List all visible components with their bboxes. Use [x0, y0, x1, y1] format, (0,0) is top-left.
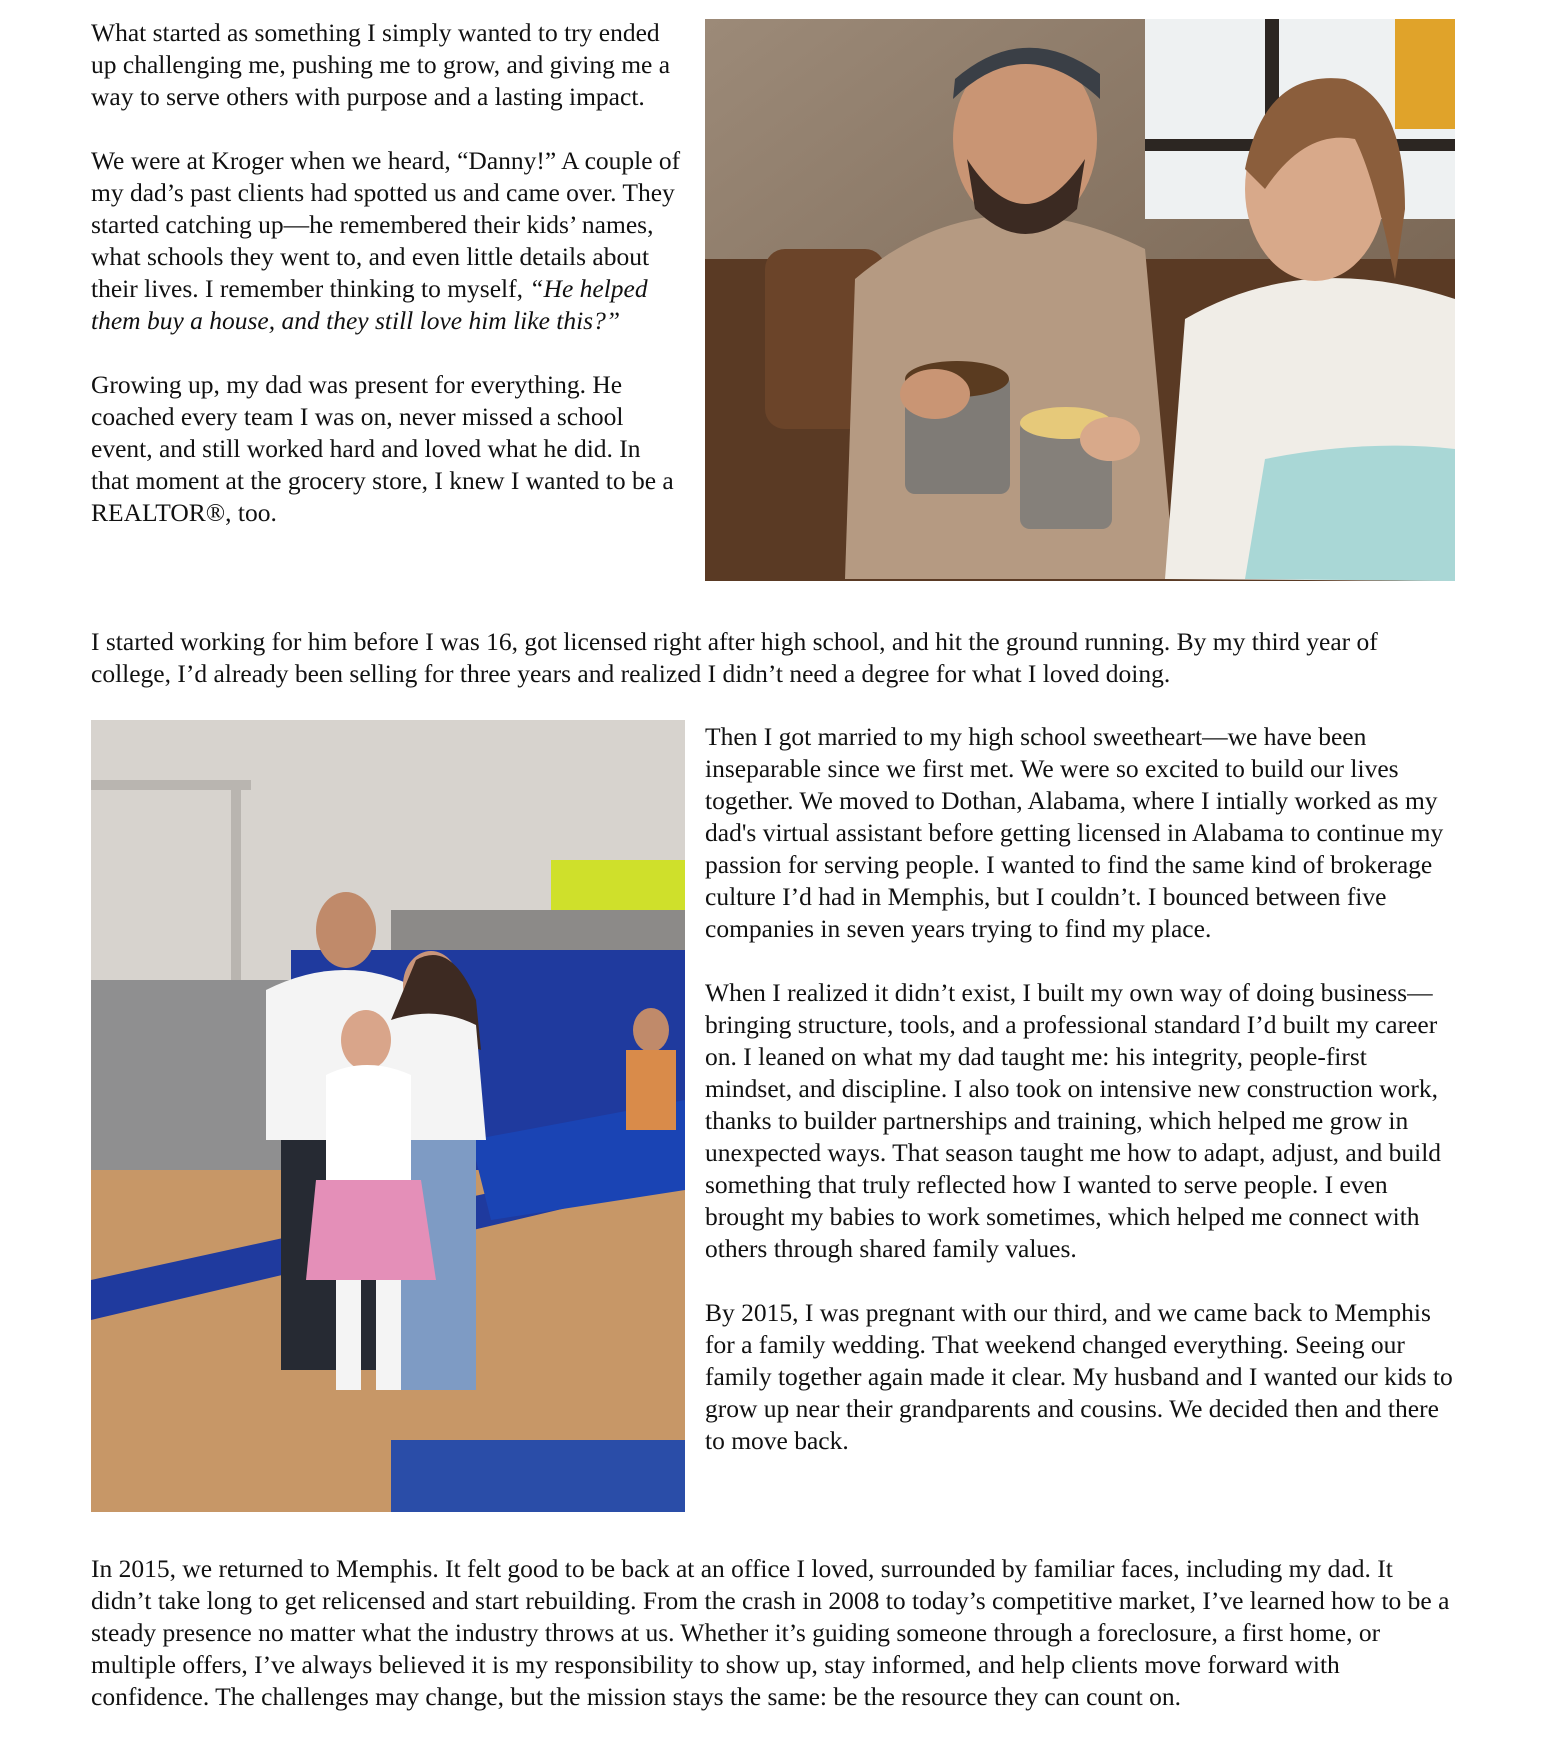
family-gym-photo	[91, 720, 685, 1512]
kroger-text: We were at Kroger when we heard, “Danny!” A couple of my dad’s past clients had spotted us and came over. They started catching up—he remembered their kids’ names, what schools they went to, and even little details about their lives. I remember thinking to myself,	[91, 146, 681, 303]
married-paragraph: Then I got married to my high school sweetheart—we have been inseparable since we first met. We were so excited to build our lives together. We moved to Dothan, Alabama, where I intially worked as my dad's virtual assistant before getting licensed in Alabama to continue my passion for serving people. I wanted to find the same kind of brokerage culture I’d had in Memphis, but I couldn’t. I bounced between five companies in seven years trying to find my place.	[705, 722, 1444, 943]
intro-column	[91, 17, 683, 529]
intro-paragraph: What started as something I simply wanted to try ended up challenging me, pushing me to grow, and giving me a way to serve others with purpose and a lasting impact.	[91, 18, 671, 111]
kroger-paragraph	[91, 145, 683, 337]
memphis-paragraph: In 2015, we returned to Memphis. It felt good to be back at an office I loved, surrounded by familiar faces, including my dad. It didn’t take long to get relicensed and start rebuilding. From the crash in 2008 to today’s competitive market, I’ve learned how to be a steady presence no matter what the industry throws at us. Whether it’s guiding someone through a foreclosure, a first home, or multiple offers, I’ve always believed it is my responsibility to show up, stay informed, and help clients move forward with confidence. The challenges may change, but the mission stays the same: be the resource they can count on.	[91, 1554, 1450, 1711]
kroger-quote: “He helped them buy a house, and they still love him like this?”	[91, 274, 648, 335]
growing-up-paragraph: Growing up, my dad was present for everything. He coached every team I was on, never missed a school event, and still worked hard and loved what he did. In that moment at the grocery store, I knew I wanted to be a REALTOR®, too.	[91, 370, 674, 527]
return-decision-paragraph: By 2015, I was pregnant with our third, and we came back to Memphis for a family wedding. That weekend changed everything. Seeing our family together again made it clear. My husband and I wanted our kids to grow up near their grandparents and cousins. We decided then and there to move back.	[705, 1298, 1453, 1455]
memphis-column	[91, 1553, 1456, 1713]
couple-coffee-photo	[705, 19, 1455, 581]
licensed-column	[91, 626, 1456, 690]
dothan-column	[705, 721, 1457, 1457]
licensed-paragraph: I started working for him before I was 16, got licensed right after high school, and hit the ground running. By my third year of college, I’d already been selling for three years and realized I didn’t need a degree for what I loved doing.	[91, 627, 1378, 688]
own-way-paragraph: When I realized it didn’t exist, I built my own way of doing business—bringing structure, tools, and a professional standard I’d built my career on. I leaned on what my dad taught me: his integrity, people-first mindset, and discipline. I also took on intensive new construction work, thanks to builder partnerships and training, which helped me grow in unexpected ways. That season taught me how to adapt, adjust, and build something that truly reflected how I wanted to serve people. I even brought my babies to work sometimes, which helped me connect with others through shared family values.	[705, 978, 1442, 1263]
